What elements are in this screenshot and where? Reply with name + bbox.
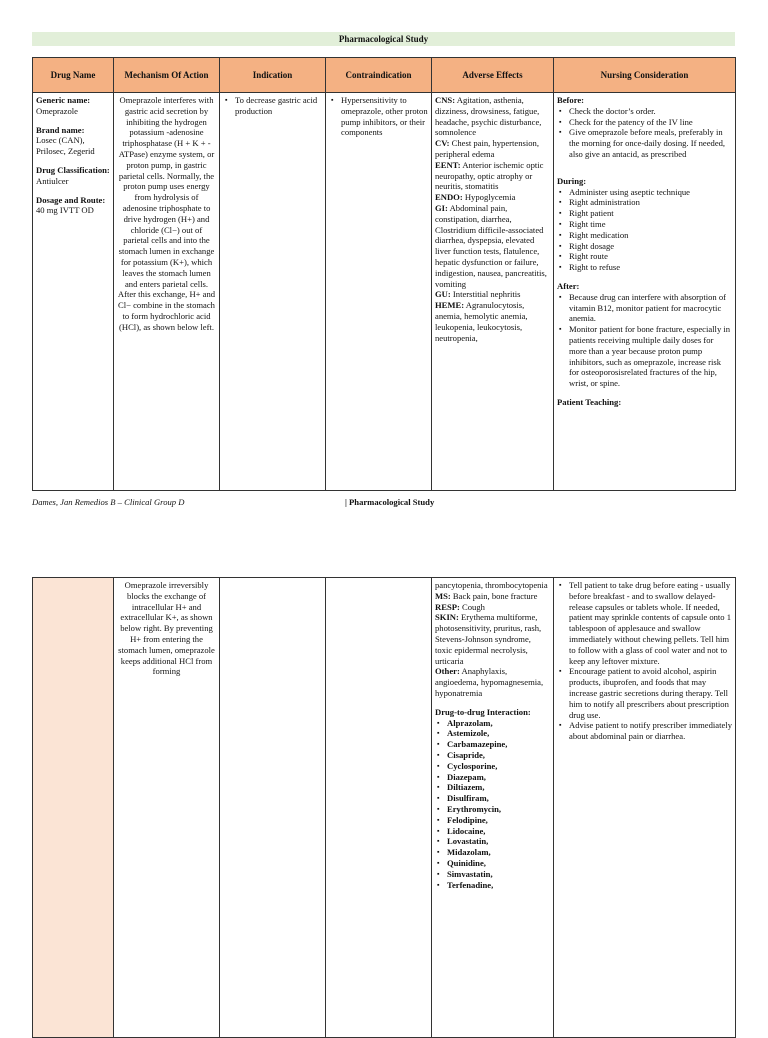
adverse-cv: CV: Chest pain, hypertension, peripheral edema (435, 138, 540, 159)
drug-interaction-label: Drug-to-drug Interaction: (435, 706, 531, 717)
during-item: ▪ Right medication (569, 230, 732, 241)
brand-name-label: Brand name: (36, 124, 85, 135)
teaching-item: ▪ Tell patient to take drug before eating - usually before breakfast - and to swallow delayed-release capsules or tablets whole. If needed, patient may sprinkle contents of capsule onto 1 tablespoon of applesauce and swallow immediately without chewing pellets. Tell him to follow with a glass of cool water and not to keep any leftover mixture. (569, 580, 732, 666)
during-label: During: (557, 175, 587, 186)
interaction-item: ▪ Carbamazepine, (447, 739, 550, 750)
nursing-cell-continued (554, 578, 736, 1038)
header-contraindication: Contraindication (326, 58, 432, 93)
generic-name: Omeprazole (36, 105, 78, 116)
interaction-item: ▪ Quinidine, (447, 858, 550, 869)
indication-item: ▪ To decrease gastric acid production (235, 95, 322, 117)
indication-cell (220, 93, 326, 491)
footer-title: | Pharmacological Study (345, 497, 435, 507)
adverse-effects-cell-continued (432, 578, 554, 1038)
after-label: After: (557, 280, 580, 291)
before-item: ▪ Give omeprazole before meals, preferably in the morning for once-daily dosing. If needed, also give an antacid, as prescribed (569, 127, 732, 159)
teaching-item: ▪ Advise patient to notify prescriber immediately about abdominal pain or diarrhea. (569, 720, 732, 742)
mechanism-cell-continued: Omeprazole irreversibly blocks the exchange of intracellular H+ and extracellular K+, as shown below right. By preventing H+ from entering the stomach lumen, omeprazole keeps additional HCl from forming (114, 578, 220, 1038)
interaction-item: ▪ Diazepam, (447, 772, 550, 783)
adverse-resp: RESP: Cough (435, 601, 485, 612)
during-item: ▪ Right to refuse (569, 262, 732, 273)
adverse-other: Other: Anaphylaxis, angioedema, hypomagnesemia, hyponatremia (435, 666, 544, 698)
after-item: ▪ Because drug can interfere with absorption of vitamin B12, monitor patient for macrocytic anemia. (569, 292, 732, 324)
during-item: ▪ Right dosage (569, 241, 732, 252)
interaction-item: ▪ Lidocaine, (447, 826, 550, 837)
header-mechanism: Mechanism Of Action (114, 58, 220, 93)
adverse-gu: GU: Interstitial nephritis (435, 289, 521, 300)
interaction-item: ▪ Cisapride, (447, 750, 550, 761)
interaction-item: ▪ Alprazolam, (447, 718, 550, 729)
interaction-item: ▪ Midazolam, (447, 847, 550, 858)
dosage-label: Dosage and Route: (36, 194, 106, 205)
during-item: ▪ Right route (569, 251, 732, 262)
header-indication: Indication (220, 58, 326, 93)
adverse-skin: SKIN: Erythema multiforme, photosensitivity, pruritus, rash, Stevens-Johnson syndrome, toxic epidermal necrolysis, urticaria (435, 612, 542, 666)
adverse-effects-cell (432, 93, 554, 491)
interaction-item: ▪ Cyclosporine, (447, 761, 550, 772)
header-adverse-effects: Adverse Effects (432, 58, 554, 93)
nursing-cell (554, 93, 736, 491)
mechanism-cell: Omeprazole interferes with gastric acid secretion by inhibiting the hydrogen potassium -adenosine triphosphatase (H + K + -ATPase) enzyme system, or proton pump, in gastric parietal cells. Normally, the proton pump uses energy from hydrolysis of adenosine triphosphate to drive hydrogen (H+) and chloride (Cl−) out of parietal cells and into the stomach lumen in exchange for potassium (K+), which leaves the stomach lumen and enters parietal cells. After this exchange, H+ and Cl− combine in the stomach to form hydrochloric acid (HCl), as shown below left. (114, 93, 220, 491)
dosage: 40 mg IVTT OD (36, 205, 94, 216)
contraindication-cell-continued (326, 578, 432, 1038)
adverse-ms: MS: Back pain, bone fracture (435, 590, 538, 601)
interaction-item: ▪ Astemizole, (447, 728, 550, 739)
teaching-item: ▪ Encourage patient to avoid alcohol, aspirin products, ibuprofen, and foods that may increase gastric secretions during therapy. Tell him to notify all prescribers about prescription drug use. (569, 666, 732, 720)
pharmacological-table-part-2 (32, 577, 736, 1038)
adverse-endo: ENDO: Hypoglycemia (435, 192, 516, 203)
during-item: ▪ Right patient (569, 208, 732, 219)
header-drug-name: Drug Name (33, 58, 114, 93)
interaction-item: ▪ Disulfiram, (447, 793, 550, 804)
header-nursing-consideration: Nursing Consideration (554, 58, 736, 93)
generic-name-label: Generic name: (36, 95, 91, 105)
during-item: ▪ Right administration (569, 197, 732, 208)
interaction-item: ▪ Erythromycin, (447, 804, 550, 815)
contraindication-cell (326, 93, 432, 491)
indication-cell-continued (220, 578, 326, 1038)
interaction-item: ▪ Lovastatin, (447, 836, 550, 847)
before-item: ▪ Check the doctor’s order. (569, 106, 732, 117)
adverse-eent: EENT: Anterior ischemic optic neuropathy, optic atrophy or neuritis, stomatitis (435, 159, 544, 192)
page-title: Pharmacological Study (32, 32, 735, 46)
during-item: ▪ Right time (569, 219, 732, 230)
brand-name: Losec (CAN), Prilosec, Zegerid (36, 135, 95, 157)
drug-class: Antiulcer (36, 175, 69, 186)
patient-teaching-label: Patient Teaching: (557, 396, 622, 407)
drug-name-cell-continued (33, 578, 114, 1038)
interaction-item: ▪ Terfenadine, (447, 880, 550, 891)
pharmacological-table-part-1 (32, 57, 736, 491)
footer-author: Dames, Jan Remedios B – Clinical Group D (32, 497, 185, 507)
before-item: ▪ Check for the patency of the IV line (569, 117, 732, 128)
adverse-cns: CNS: Agitation, asthenia, dizziness, drowsiness, fatigue, headache, psychic disturbance, somnolence (435, 95, 542, 138)
interaction-item: ▪ Felodipine, (447, 815, 550, 826)
adverse-gi: GI: Abdominal pain, constipation, diarrhea, Clostridium difficile-associated diarrhea, dyspepsia, elevated liver function tests, flatulence, hepatic dysfunction or failure, indigestion, nausea, pancreatitis, vomiting (435, 202, 547, 289)
interaction-item: ▪ Diltiazem, (447, 782, 550, 793)
drug-class-label: Drug Classification: (36, 164, 110, 175)
contraindication-item: ▪ Hypersensitivity to omeprazole, other proton pump inhibitors, or their components (341, 95, 428, 138)
after-item: ▪ Monitor patient for bone fracture, especially in patients receiving multiple daily doses for more than a year because proton pump inhibitors, such as omeprazole, increase risk for osteoporosisrelated fractures of the hip, wrist, or spine. (569, 324, 732, 389)
interaction-item: ▪ Simvastatin, (447, 869, 550, 880)
before-label: Before: (557, 95, 585, 105)
adverse-heme-cont: pancytopenia, thrombocytopenia (435, 580, 548, 590)
drug-name-cell (33, 93, 114, 491)
during-item: ▪ Administer using aseptic technique (569, 187, 732, 198)
adverse-heme: HEME: Agranulocytosis, anemia, hemolytic anemia, leukopenia, leukocytosis, neutropenia, (435, 300, 528, 343)
